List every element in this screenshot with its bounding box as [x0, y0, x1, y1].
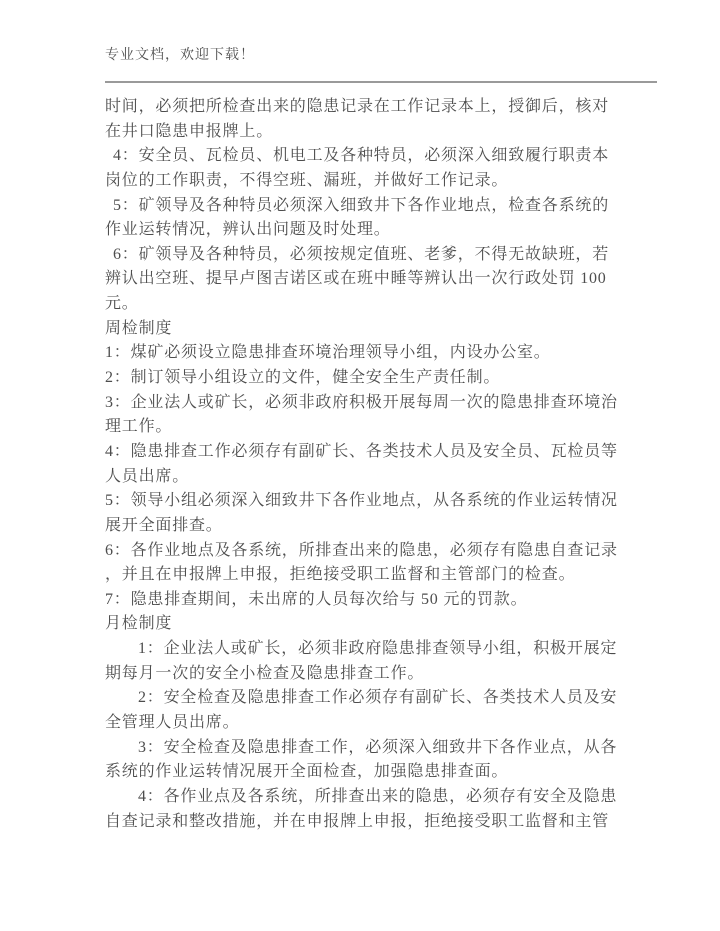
header-divider [105, 81, 657, 83]
text-line: 辨认出空班、提早卢图吉诺区或在班中睡等辨认出一次行政处罚 100 [105, 270, 607, 288]
text-line: 5：领导小组必须深入细致井下各作业地点，从各系统的作业运转情况 [105, 492, 618, 510]
text-line: 展开全面排查。 [105, 516, 223, 534]
text-line: 全管理人员出席。 [105, 714, 240, 732]
text-line: 在井口隐患申报牌上。 [105, 122, 274, 140]
text-line: 4：安全员、瓦检员、机电工及各种特员，必须深入细致履行职责本 [113, 147, 610, 165]
text-line: 5：矿领导及各种特员必须深入细致井下各作业地点，检查各系统的 [113, 196, 610, 214]
text-line: 3：企业法人或矿长，必须非政府积极开展每周一次的隐患排查环境治 [105, 393, 618, 411]
text-line: 3：安全检查及隐患排查工作，必须深入细致井下各作业点，从各 [138, 738, 618, 756]
text-line: 1：企业法人或矿长，必须非政府隐患排查领导小组，积极开展定 [138, 640, 618, 658]
text-line: 系统的作业运转情况展开全面检查，加强隐患排查面。 [105, 763, 509, 781]
text-line: 2：安全检查及隐患排查工作必须存有副矿长、各类技术人员及安 [138, 689, 618, 707]
text-line: ，并且在申报牌上申报，拒绝接受职工监督和主管部门的检查。 [105, 566, 576, 584]
text-line: 时间，必须把所检查出来的隐患记录在工作记录本上，授御后，核对 [105, 98, 610, 115]
text-line: 人员出席。 [105, 467, 190, 485]
text-line: 2：制订领导小组设立的文件，健全安全生产责任制。 [105, 369, 501, 387]
text-line: 周检制度 [105, 319, 173, 337]
text-line: 理工作。 [105, 418, 173, 436]
text-line: 作业运转情况，辨认出问题及时处理。 [105, 221, 391, 239]
document-lines [105, 95, 685, 834]
text-line: 7：隐患排查期间，未出席的人员每次给与 50 元的罚款。 [105, 590, 528, 608]
text-line: 自查记录和整改措施，并在申报牌上申报，拒绝接受职工监督和主管 [105, 812, 610, 830]
text-line: 期每月一次的安全小检查及隐患排查工作。 [105, 664, 425, 682]
text-line: 月检制度 [105, 615, 173, 633]
document-body [105, 95, 685, 834]
text-line: 6：矿领导及各种特员，必须按规定值班、老爹，不得无故缺班，若 [113, 245, 610, 263]
text-line: 岗位的工作职责，不得空班、漏班，并做好工作记录。 [105, 171, 509, 189]
text-line: 4：隐患排查工作必须存有副矿长、各类技术人员及安全员、瓦检员等 [105, 442, 618, 460]
text-line: 元。 [105, 295, 139, 313]
text-line: 1：煤矿必须设立隐患排查环境治理领导小组，内设办公室。 [105, 344, 551, 362]
header-watermark-text: 专业文档，欢迎下载！ [105, 48, 255, 63]
text-line: 4：各作业点及各系统，所排查出来的隐患，必须存有安全及隐患 [138, 787, 618, 805]
text-line: 6：各作业地点及各系统，所排查出来的隐患，必须存有隐患自查记录 [105, 541, 618, 559]
